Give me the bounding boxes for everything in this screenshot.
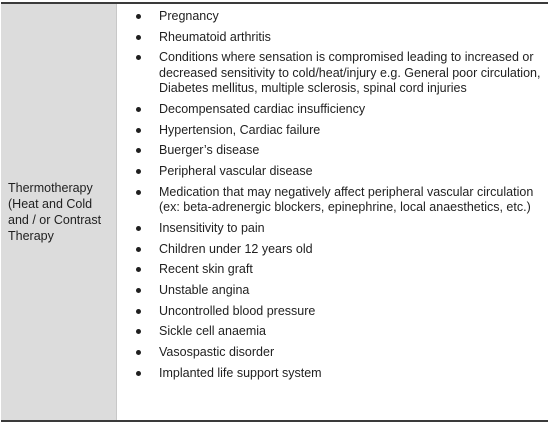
list-item: Hypertension, Cardiac failure bbox=[131, 123, 542, 139]
bullet-icon bbox=[136, 309, 141, 314]
bullet-icon bbox=[136, 14, 141, 19]
list-item: Pregnancy bbox=[131, 9, 542, 25]
bullet-icon bbox=[136, 35, 141, 40]
bullet-icon bbox=[136, 226, 141, 231]
list-item: Conditions where sensation is compromised leading to increased or decreased sensitivity to cold/heat/injury e.g. General poor circulation, Diabetes mellitus, multiple sclerosis, spinal cord injuries bbox=[131, 50, 542, 97]
bullet-icon bbox=[136, 350, 141, 355]
list-item: Vasospastic disorder bbox=[131, 345, 542, 361]
bullet-icon bbox=[136, 371, 141, 376]
bullet-icon bbox=[136, 288, 141, 293]
list-item: Peripheral vascular disease bbox=[131, 164, 542, 180]
bullet-icon bbox=[136, 329, 141, 334]
bullet-icon bbox=[136, 267, 141, 272]
list-item: Implanted life support system bbox=[131, 366, 542, 382]
bullet-icon bbox=[136, 190, 141, 195]
bullet-icon bbox=[136, 247, 141, 252]
contraindications-list bbox=[131, 9, 542, 381]
list-item: Insensitivity to pain bbox=[131, 221, 542, 237]
list-item: Children under 12 years old bbox=[131, 242, 542, 258]
list-item: Buerger’s disease bbox=[131, 143, 542, 159]
list-item: Decompensated cardiac insufficiency bbox=[131, 102, 542, 118]
list-item: Uncontrolled blood pressure bbox=[131, 304, 542, 320]
bullet-icon bbox=[136, 55, 141, 60]
contraindications-cell bbox=[117, 4, 548, 420]
list-item: Rheumatoid arthritis bbox=[131, 30, 542, 46]
contraindications-table bbox=[1, 2, 548, 422]
therapy-label: Thermotherapy (Heat and Cold and / or Contrast Therapy bbox=[8, 181, 102, 243]
list-item: Medication that may negatively affect peripheral vascular circulation (ex: beta-adrenergic blockers, epinephrine, local anaesthetics, etc.) bbox=[131, 185, 542, 216]
bullet-icon bbox=[136, 169, 141, 174]
list-item: Sickle cell anaemia bbox=[131, 324, 542, 340]
therapy-cell bbox=[1, 4, 117, 420]
bullet-icon bbox=[136, 107, 141, 112]
list-item: Unstable angina bbox=[131, 283, 542, 299]
list-item: Recent skin graft bbox=[131, 262, 542, 278]
bullet-icon bbox=[136, 128, 141, 133]
bullet-icon bbox=[136, 148, 141, 153]
